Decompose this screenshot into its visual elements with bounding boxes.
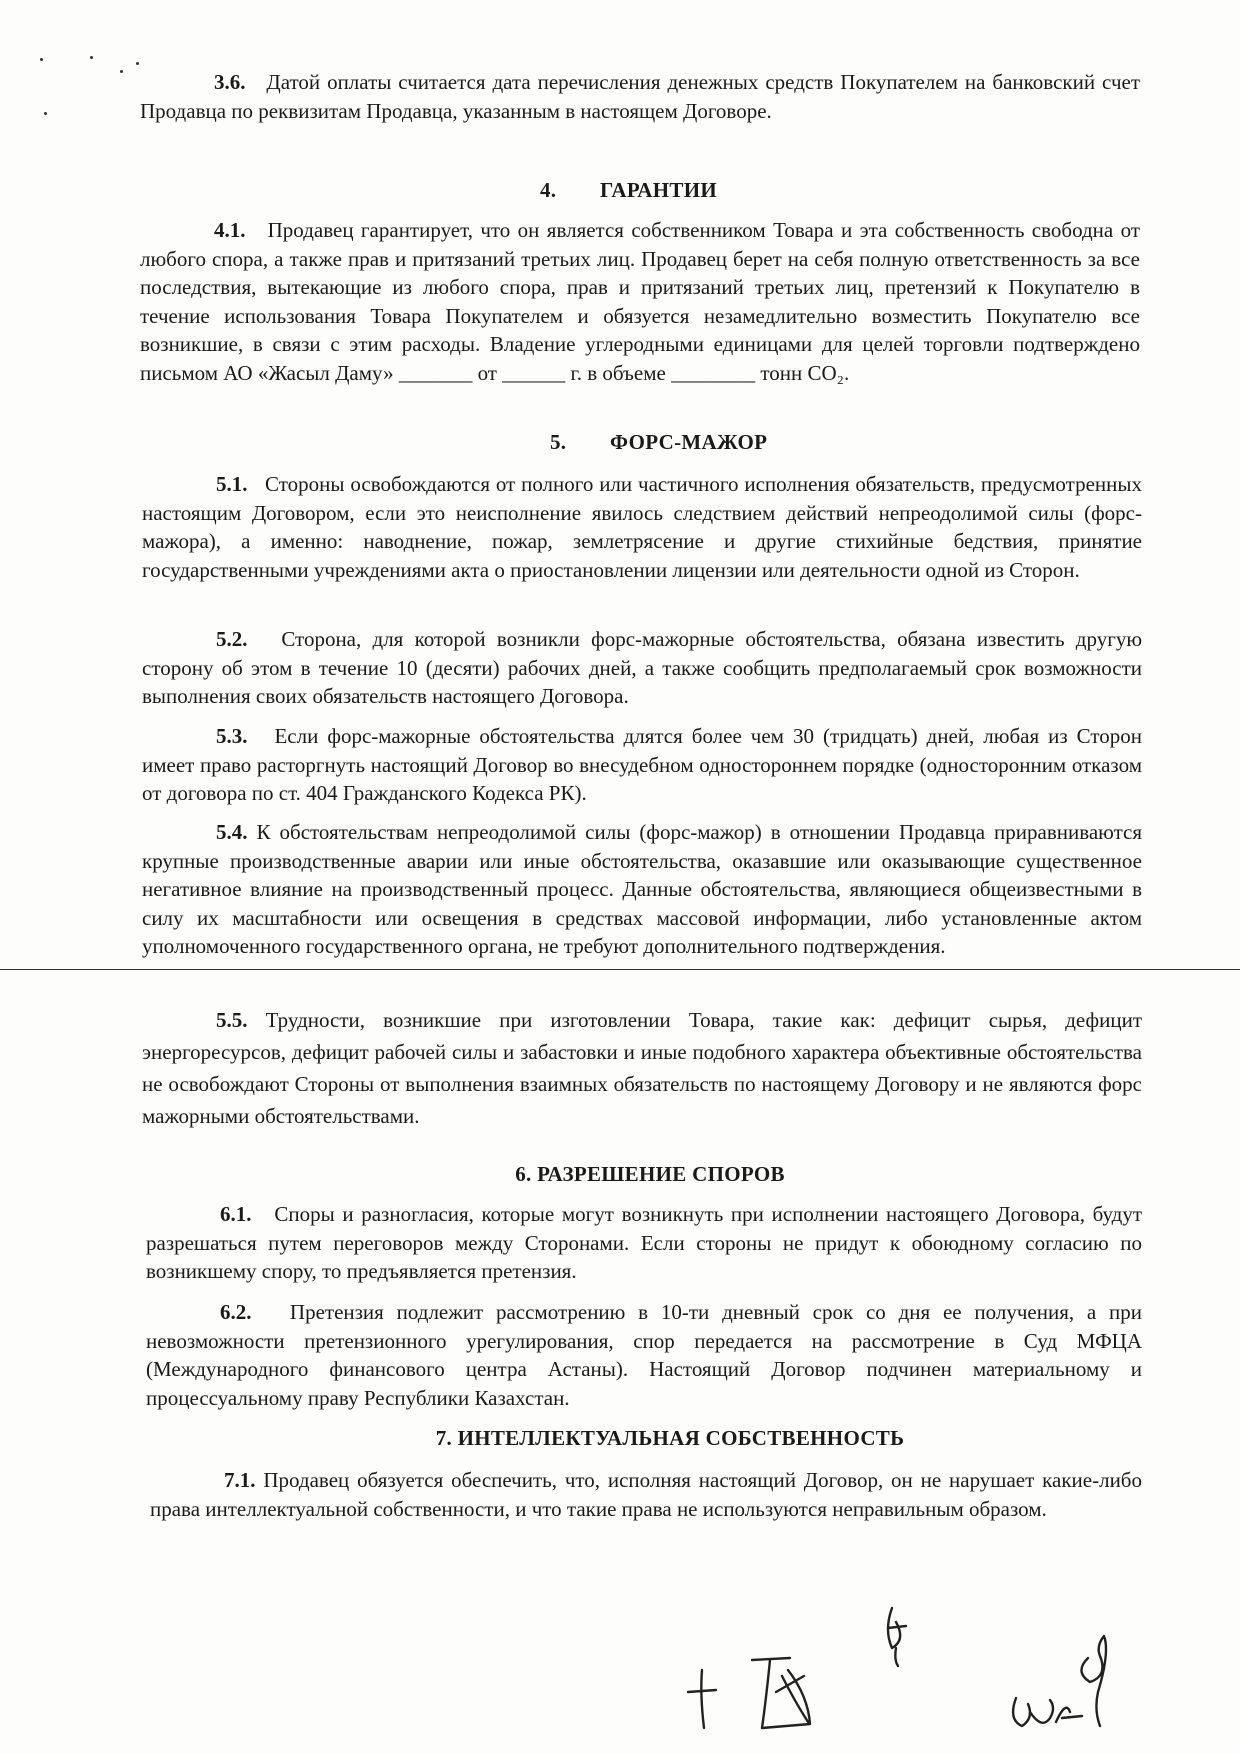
clause-number: 3.6. [214, 70, 246, 94]
scan-speck [120, 70, 123, 73]
section-heading-ip [400, 1424, 940, 1453]
scan-speck [136, 62, 139, 65]
clause-number: 4.1. [214, 218, 246, 242]
clause-5-1 [142, 470, 1142, 584]
heading-title: 6. РАЗРЕШЕНИЕ СПОРОВ [515, 1162, 785, 1186]
clause-4-1 [140, 216, 1140, 387]
clause-number: 6.2. [220, 1300, 252, 1324]
scan-speck [90, 56, 93, 59]
clause-text: Стороны освобождаются от полного или частичного исполнения обязательств, предусмотренных настоящим Договором, если это неисполнение явилось следствием действий непреодолимой силы (форс-мажора), а именно: наводнение, пожар, землетрясение и другие стихийные бедствия, принятие государственными учреждениями акта о приостановлении лицензии или деятельности одной из Сторон. [142, 472, 1142, 582]
clause-text: Трудности, возникшие при изготовлении Товара, такие как: дефицит сырья, дефицит энергоресурсов, дефицит рабочей силы и забастовки и иные подобного характера объективные обстоятельства не освобождают Стороны от выполнения взаимных обязательств по настоящему Договору и не являются форс мажорными обстоятельствами. [142, 1008, 1142, 1128]
clause-number: 5.3. [216, 724, 248, 748]
clause-5-4 [142, 818, 1142, 961]
handwritten-signatures [670, 1600, 1150, 1740]
signature-marks [670, 1600, 1150, 1740]
clause-text: Датой оплаты считается дата перечисления денежных средств Покупателем на банковский счет Продавца по реквизитам Продавца, указанным в настоящем Договоре. [140, 70, 1141, 123]
scan-line [0, 969, 1240, 970]
heading-number: 4. [540, 178, 557, 202]
section-heading-force-majeure [550, 428, 767, 457]
clause-text: К обстоятельствам непреодолимой силы (форс-мажор) в отношении Продавца приравниваются крупные производственные аварии или иные обстоятельства, оказавшие или оказывающие существенное негативное влияние на производственный процесс. Данные обстоятельства, являющиеся общеизвестными в силу их масштабности или освещения в средствах массовой информации, либо установленные актом уполномоченного государственного органа, не требуют дополнительного подтверждения. [142, 820, 1143, 958]
scan-speck [44, 112, 47, 115]
clause-text: Продавец гарантирует, что он является собственником Товара и эта собственность свободна от любого спора, а также прав и притязаний третьих лиц. Продавец берет на себя полную ответственность за все последствия, вытекающие из любого спора, прав и притязаний третьих лиц, претензий к Покупателю в течение использования Товара Покупателем и обязуется незамедлительно возместить Покупателю все возникшие, в связи с этим расходы. Владение углеродными единицами для целей торговли подтверждено письмом АО «Жасыл Даму» _______ от ______ г. в объеме ________ тонн CO₂. [140, 218, 1141, 385]
scan-speck [40, 58, 43, 61]
clause-5-3 [142, 722, 1142, 808]
clause-text: Споры и разногласия, которые могут возникнуть при исполнении настоящего Договора, будут разрешаться путем переговоров между Сторонами. Если стороны не придут к обоюдному согласию по возникшему спору, то предъявляется претензия. [146, 1202, 1143, 1283]
heading-title: 7. ИНТЕЛЛЕКТУАЛЬНАЯ СОБСТВЕННОСТЬ [435, 1426, 905, 1450]
heading-title: ГАРАНТИИ [600, 178, 717, 202]
clause-3-6 [140, 68, 1140, 125]
clause-5-5 [142, 1004, 1142, 1132]
clause-number: 5.2. [216, 627, 248, 651]
clause-7-1 [150, 1466, 1142, 1523]
clause-5-2 [142, 625, 1142, 711]
clause-text: Сторона, для которой возникли форс-мажорные обстоятельства, обязана известить другую сторону об этом в течение 10 (десяти) рабочих дней, а также сообщить предполагаемый срок возможности выполнения своих обязательств настоящего Договора. [142, 627, 1143, 708]
clause-number: 7.1. [224, 1468, 256, 1492]
clause-number: 5.1. [216, 472, 248, 496]
clause-text: Если форс-мажорные обстоятельства длятся более чем 30 (тридцать) дней, любая из Сторон имеет право расторгнуть настоящий Договор во внесудебном одностороннем порядке (односторонним отказом от договора по ст. 404 Гражданского Кодекса РК). [142, 724, 1143, 805]
section-heading-disputes [480, 1160, 820, 1189]
clause-number: 6.1. [220, 1202, 252, 1226]
clause-number: 5.4. [216, 820, 248, 844]
heading-number: 5. [550, 430, 567, 454]
heading-title: ФОРС-МАЖОР [610, 430, 768, 454]
clause-number: 5.5. [216, 1008, 248, 1032]
section-heading-guarantees [540, 176, 717, 205]
clause-text: Претензия подлежит рассмотрению в 10-ти дневный срок со дня ее получения, а при невозможности претензионного урегулирования, спор передается на рассмотрение в Суд МФЦА (Международного финансового центра Астаны). Настоящий Договор подчинен материальному и процессуальному праву Республики Казахстан. [146, 1300, 1143, 1410]
clause-6-2 [146, 1298, 1142, 1412]
clause-text: Продавец обязуется обеспечить, что, исполняя настоящий Договор, он не нарушает какие-либо права интеллектуальной собственности, и что такие права не используются неправильным образом. [150, 1468, 1142, 1521]
clause-6-1 [146, 1200, 1142, 1286]
